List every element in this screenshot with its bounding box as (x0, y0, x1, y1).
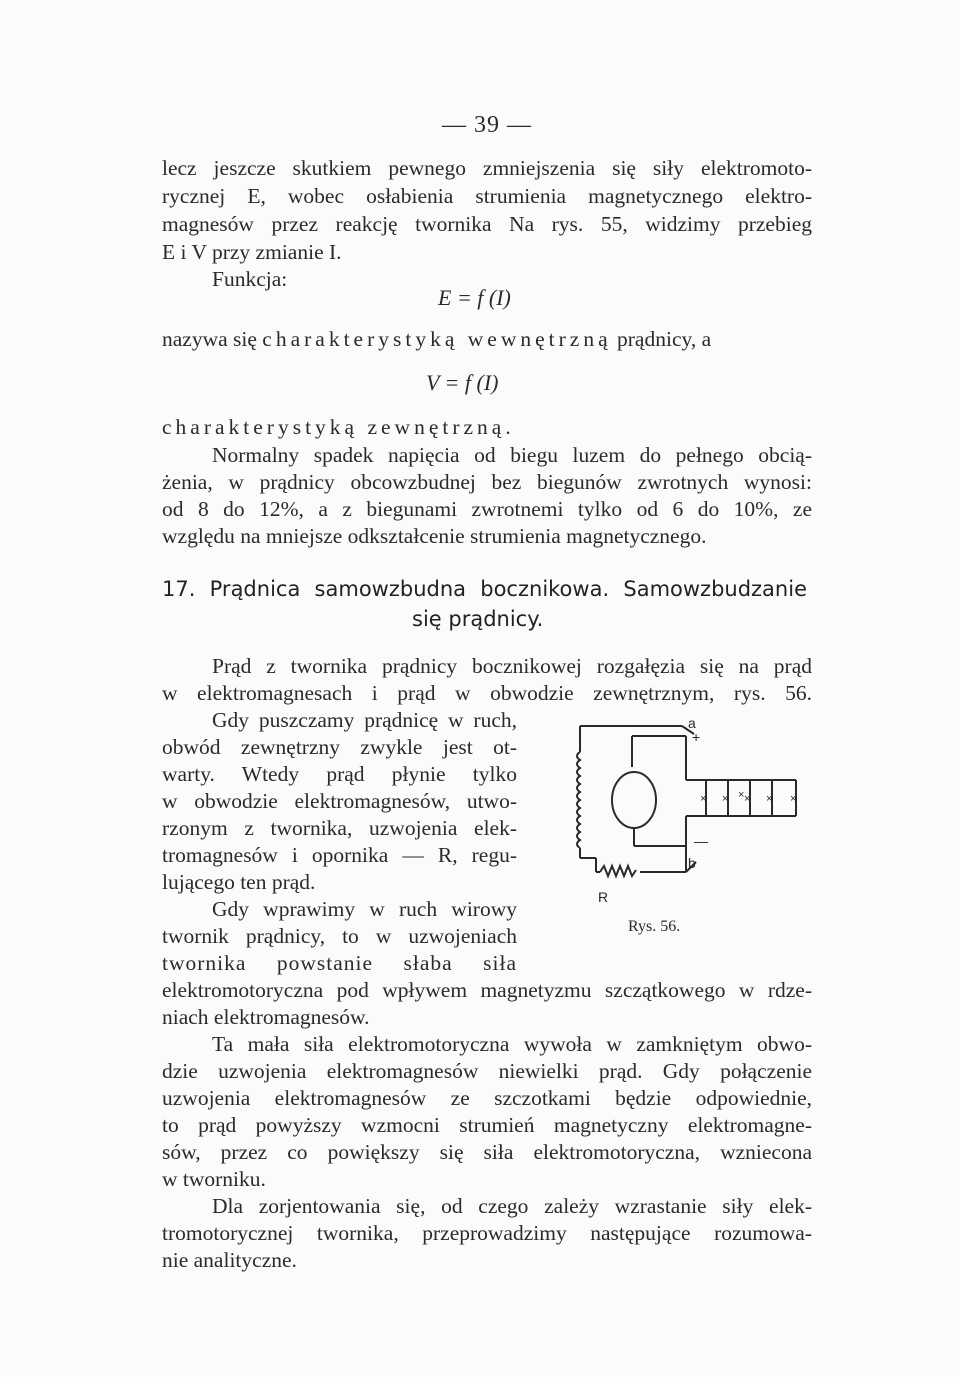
armature-icon (612, 772, 656, 828)
text-line: magnesów przez reakcję twornika Na rys. 55, widzimy przebieg (162, 212, 812, 236)
text-line: to prąd powyższy wzmocni strumień magnetyczny elektromagne- (162, 1113, 812, 1137)
text-line: elektromotoryczna pod wpływem magnetyzmu szczątkowego w rdze- (162, 978, 812, 1002)
text-line: twornika powstanie słaba siła (162, 951, 517, 975)
text-line: żenia, w prądnicy obcowzbudnej bez biegunów zwrotnych wynosi: (162, 470, 812, 494)
label-b: b (688, 855, 696, 871)
label-a: a (688, 715, 696, 731)
text-line: lującego ten prąd. (162, 870, 316, 894)
text-line: w tworniku. (162, 1167, 266, 1191)
text-line: rycznej E, wobec osłabienia strumienia magnetycznego elektro- (162, 184, 812, 208)
formula-e-of-i: E = f (I) (438, 285, 511, 310)
text-line: w obwodzie elektromagnesów, utwo- (162, 789, 517, 813)
text-line: od 8 do 12%, a z biegunami zwrotnemi tylko od 6 do 10%, ze (162, 497, 812, 521)
text-line: sów, przez co powiększy się siła elektromotoryczna, wzniecona (162, 1140, 812, 1164)
section-heading-cont: się prądnicy. (412, 607, 544, 631)
lamp-marks: × (744, 793, 751, 805)
shunt-generator-circuit-diagram (560, 712, 820, 942)
figure-caption: Rys. 56. (628, 918, 681, 935)
text-line: Prąd z twornika prądnicy bocznikowej rozgałęzia się na prąd (212, 654, 812, 678)
text-line: Normalny spadek napięcia od biegu luzem do pełnego obcią- (212, 443, 812, 467)
text-line: tromagnesów i opornika — R, regu- (162, 843, 517, 867)
formula-v-of-i: V = f (I) (426, 370, 499, 395)
resistor-icon (600, 866, 636, 876)
text-line: niach elektromagnesów. (162, 1005, 370, 1029)
text-line: rzonym z twornika, uzwojenia elek- (162, 816, 517, 840)
label-r: R (598, 889, 609, 905)
text-line: warty. Wtedy prąd płynie tylko (162, 762, 517, 786)
text-line: względu na mniejsze odkształcenie strumienia magnetycznego. (162, 524, 707, 548)
text-line: uzwojenia elektromagnesów ze szczotkami będzie odpowiednie, (162, 1086, 812, 1110)
funkcja-label: Funkcja: (212, 267, 288, 291)
text-line: lecz jeszcze skutkiem pewnego zmniejszenia się siły elektromoto- (162, 156, 812, 180)
field-winding-icon (577, 752, 580, 848)
text-line: Gdy puszczamy prądnicę w ruch, (212, 708, 517, 732)
text-line: Gdy wprawimy w ruch wirowy (212, 897, 517, 921)
definition-line (162, 326, 782, 352)
text-line: E i V przy zmianie I. (162, 240, 342, 264)
text-nazywa: nazywa się (162, 327, 257, 351)
section-heading: 17. Prądnica samowzbudna bocznikowa. Samowzbudzanie (162, 577, 807, 601)
label-plus: + (692, 729, 701, 745)
term-external-characteristic: charakterystyką zewnętrzną. (162, 415, 515, 439)
text-pradnicy: prądnicy, a (617, 327, 712, 351)
text-line: Dla zorjentowania się, od czego zależy wzrastanie siły elek- (212, 1194, 812, 1218)
text-line: tromotorycznej twornika, przeprowadzimy następujące rozumowa- (162, 1221, 812, 1245)
text-line: dzie uzwojenia elektromagnesów niewielki prąd. Gdy połączenie (162, 1059, 812, 1083)
text-line: obwód zewnętrzny zwykle jest ot- (162, 735, 517, 759)
lamp-marks: × (790, 793, 797, 805)
lamp-marks: × (722, 793, 729, 805)
text-line: w elektromagnesach i prąd w obwodzie zewnętrznym, rys. 56. (162, 681, 812, 705)
lamp-marks: × (700, 793, 707, 805)
label-minus: — (694, 833, 708, 849)
text-line: Ta mała siła elektromotoryczna wywoła w zamkniętym obwo- (212, 1032, 812, 1056)
lamp-marks: × (766, 793, 773, 805)
text-line: nie analityczne. (162, 1248, 297, 1272)
term-internal-characteristic: charakterystyką wewnętrzną (262, 327, 612, 351)
lamp-marks: × (738, 789, 745, 801)
text-line: twornik prądnicy, to w uzwojeniach (162, 924, 517, 948)
